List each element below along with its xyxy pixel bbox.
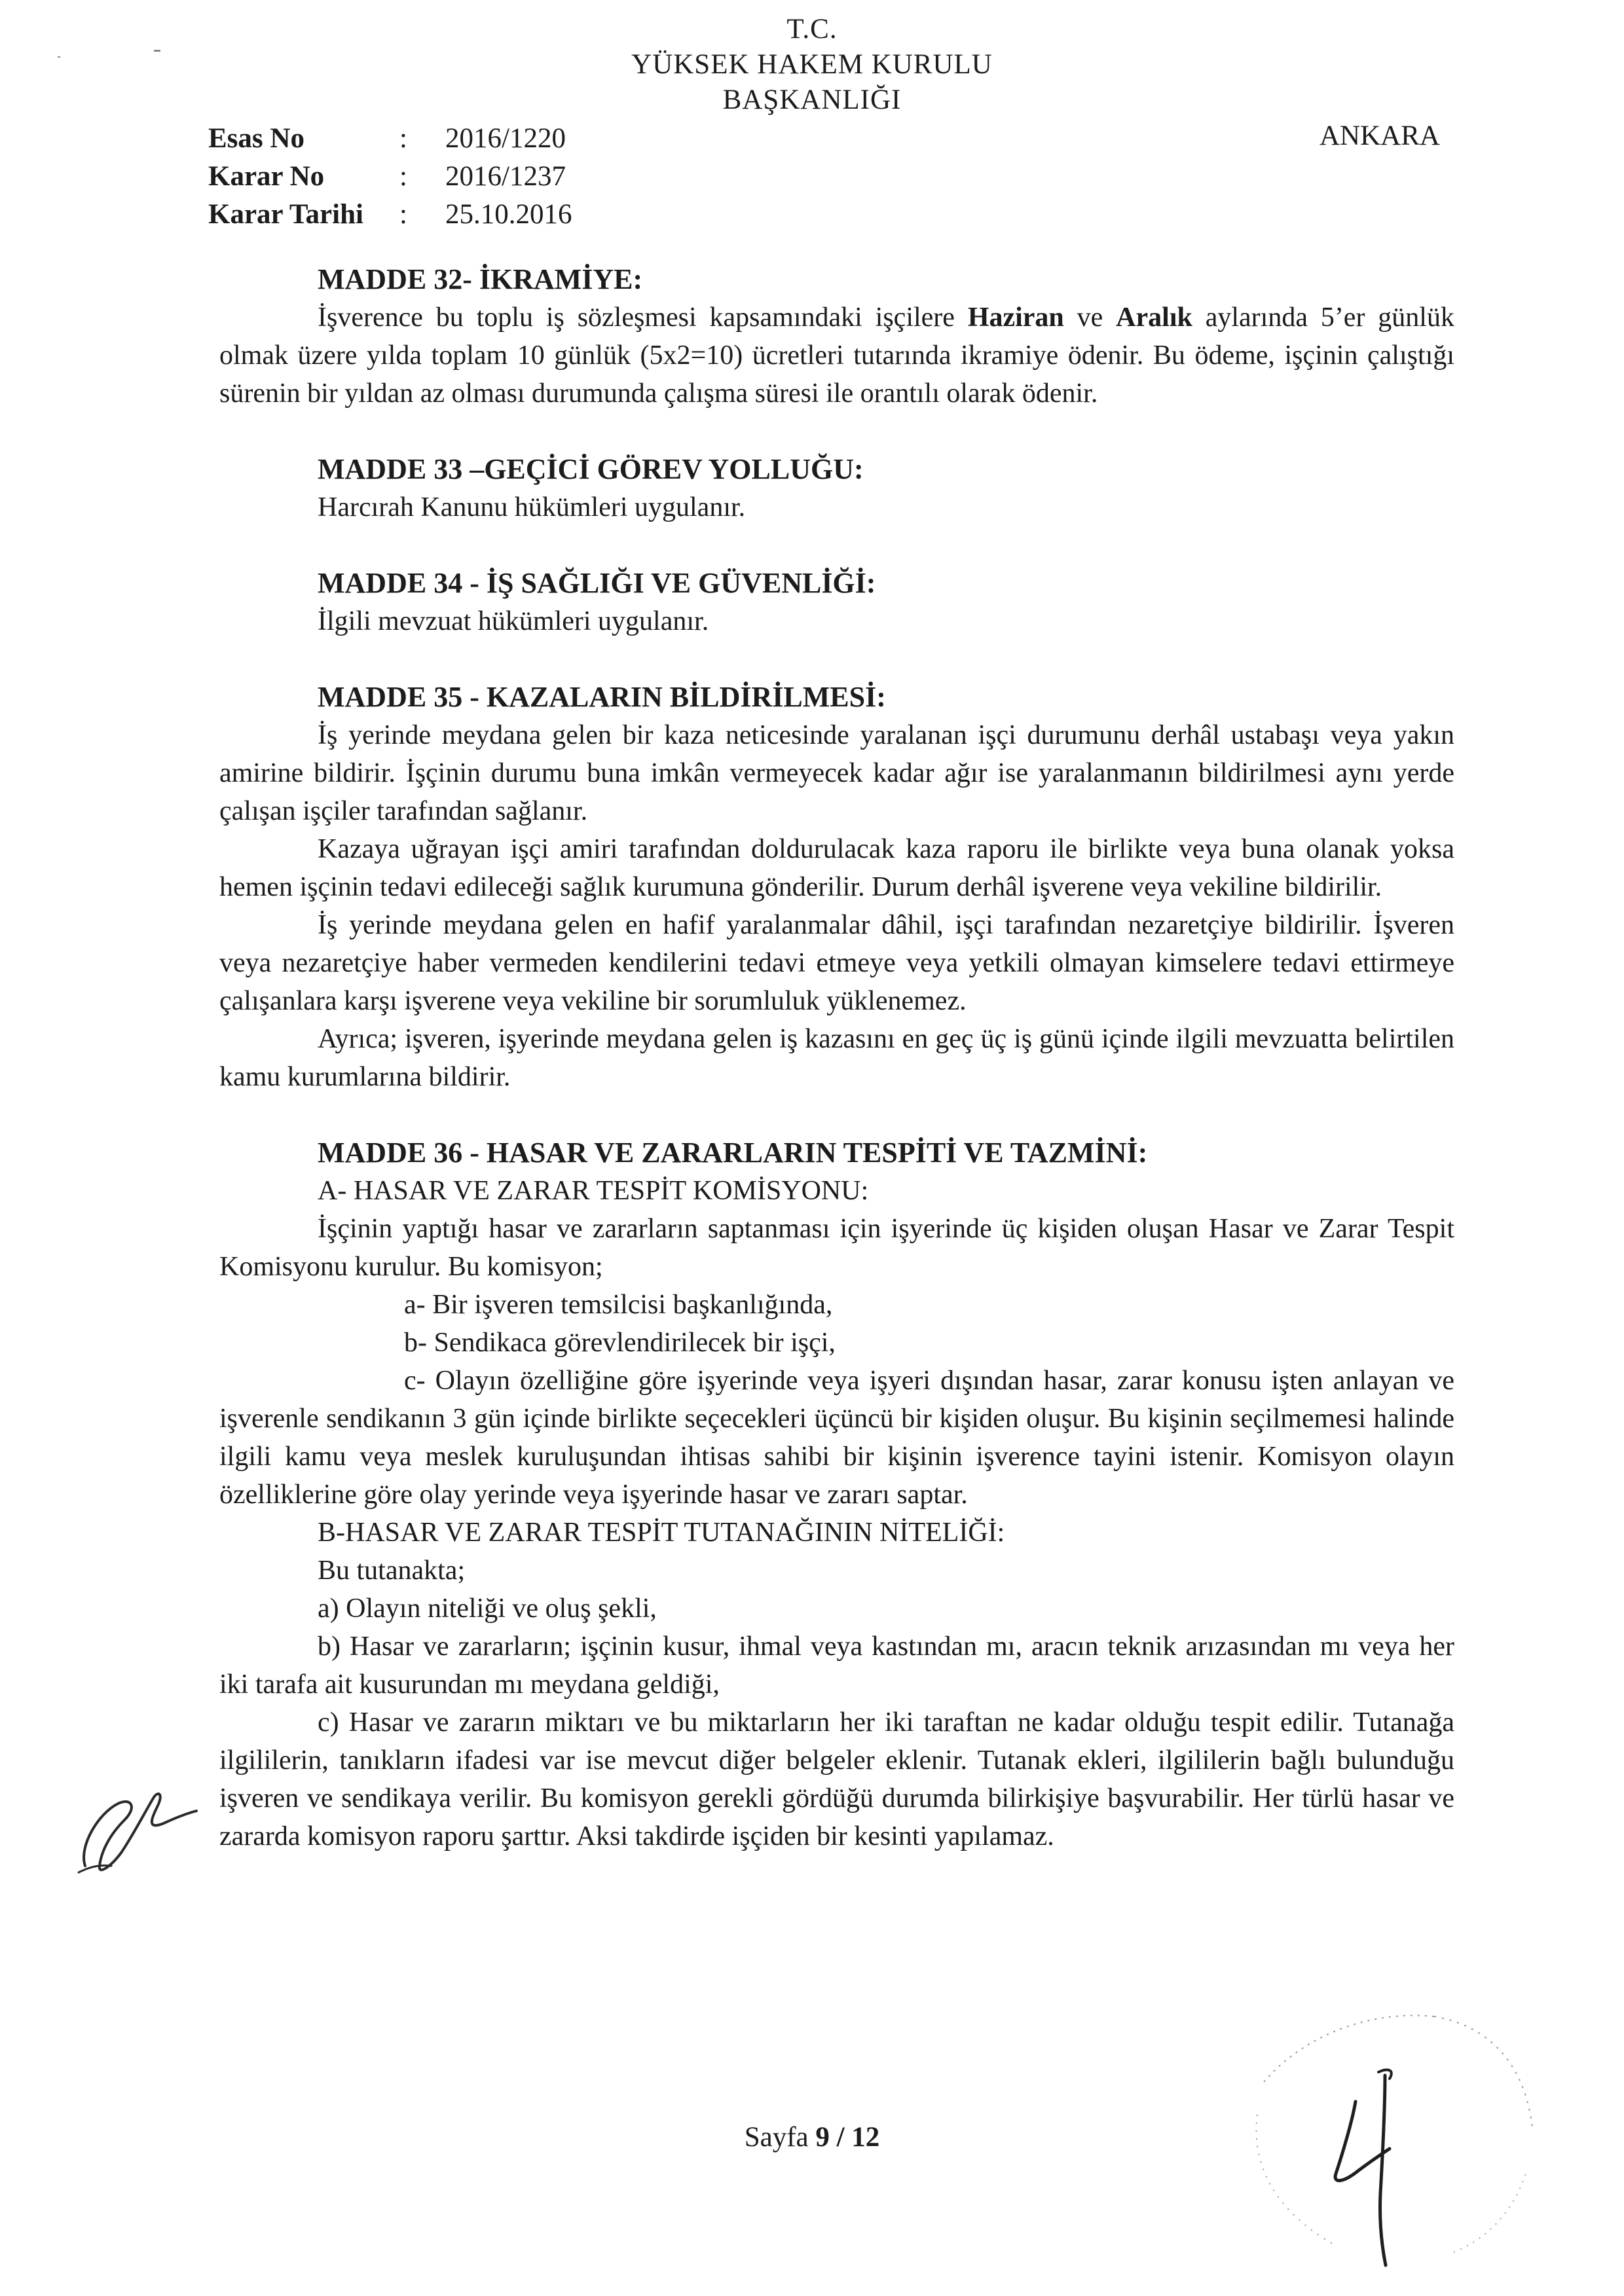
madde35-paragraph-4: Ayrıca; işveren, işyerinde meydana gelen iş kazasını en geç üç iş günü içinde ilgili mevzuatta belirtilen kamu kurumlarına bildirir.	[219, 1024, 1454, 1092]
esas-row	[208, 120, 572, 158]
madde33-text: Harcırah Kanunu hükümleri uygulanır.	[318, 492, 746, 522]
madde36-paragraph-a: İşçinin yaptığı hasar ve zararların saptanması için işyerinde üç kişiden oluşan Hasar ve Zarar Tespit Komisyonu kurulur. Bu komisyon;	[219, 1214, 1454, 1282]
madde35-paragraph-3: İş yerinde meydana gelen en hafif yaralanmalar dâhil, işçi tarafından nezaretçiye bildirilir. İşveren veya nezaretçiye haber vermeden kendilerini tedavi etmeye veya yetkili olmayan kimselere tedavi ettirmeye çalışanlara karşı işverene veya vekiline bir sorumluluk yüklenemez.	[219, 910, 1454, 1016]
page-count: 9 / 12	[815, 2122, 880, 2153]
madde32-paragraph	[219, 299, 1454, 412]
scan-speck	[154, 50, 160, 52]
scan-speck	[58, 56, 60, 58]
header-department: BAŞKANLIĞI	[722, 84, 902, 115]
madde36-subheading-a: A- HASAR VE ZARAR TESPİT KOMİSYONU:	[318, 1176, 869, 1206]
madde36-b-item-b: b) Hasar ve zararların; işçinin kusur, ihmal veya kastından mı, aracın teknik arızasından mı veya her iki tarafa ait kusurundan mı meydana geldiği,	[219, 1631, 1454, 1700]
madde36-b-item-a: a) Olayın niteliği ve oluş şekli,	[318, 1594, 657, 1624]
madde36-subheading-b: B-HASAR VE ZARAR TESPİT TUTANAĞININ NİTELİĞİ:	[318, 1518, 1005, 1548]
document-body	[219, 261, 1454, 1855]
madde36-item-a: a- Bir işveren temsilcisi başkanlığında,	[404, 1290, 833, 1320]
madde36-b-item-c: c) Hasar ve zararın miktarı ve bu miktarların her iki taraftan ne kadar olduğu tespit edilir. Tutanağa ilgililerin, tanıkların ifadesi var ise mevcut diğer belgeler eklenir. Tutanak ekleri, ilgililerin bağlı bulunduğu işveren ve sendikaya verilir. Bu komisyon gerekli gördüğü durumda bilirkişiye başvurabilir. Her türlü hasar ve zararda komisyon raporu şarttır. Aksi takdirde işçiden bir kesinti yapılamaz.	[219, 1707, 1454, 1851]
madde34-text: İlgili mevzuat hükümleri uygulanır.	[318, 606, 709, 636]
madde32-text-2: ve	[1063, 302, 1116, 333]
tarih-value: 25.10.2016	[445, 199, 572, 230]
karar-row	[208, 158, 572, 196]
madde36-intro: Bu tutanakta;	[318, 1556, 466, 1586]
colon: :	[399, 161, 407, 192]
madde36-item-c: c- Olayın özelliğine göre işyerinde veya işyeri dışından hasar, zarar konusu işten anlayan ve işverenle sendikanın 3 gün içinde birlikte seçecekleri üçüncü bir kişiden oluşur. Bu kişinin seçilmemesi halinde ilgili kamu veya meslek kuruluşundan ihtisas sahibi bir kişinin işverence tayini istenir. Komisyon olayın özelliklerine göre olay yerinde veya işyerinde hasar ve zararı saptar.	[219, 1366, 1454, 1510]
colon: :	[399, 123, 407, 154]
madde32-bold-aralik: Aralık	[1116, 302, 1192, 333]
case-metadata	[208, 120, 572, 234]
karar-value: 2016/1237	[445, 161, 566, 192]
madde32-title: MADDE 32- İKRAMİYE:	[318, 263, 643, 295]
initial-signature-right	[1238, 1997, 1552, 2285]
header-tc: T.C.	[786, 14, 838, 45]
madde35-paragraph-2: Kazaya uğrayan işçi amiri tarafından doldurulacak kaza raporu ile birlikte veya buna olanak yoksa hemen işçinin tedavi edileceği sağlık kurumuna gönderilir. Durum derhâl işverene veya vekiline bildirilir.	[219, 834, 1454, 902]
madde33-title: MADDE 33 –GEÇİCİ GÖREV YOLLUĞU:	[318, 453, 864, 485]
karar-label: Karar No	[208, 161, 325, 192]
tarih-label: Karar Tarihi	[208, 199, 363, 230]
madde34-title: MADDE 34 - İŞ SAĞLIĞI VE GÜVENLİĞİ:	[318, 567, 876, 599]
esas-value: 2016/1220	[445, 123, 566, 154]
madde36-item-b: b- Sendikaca görevlendirilecek bir işçi,	[404, 1328, 836, 1358]
madde36-title: MADDE 36 - HASAR VE ZARARLARIN TESPİTİ VE TAZMİNİ:	[318, 1137, 1148, 1169]
initial-signature-left	[39, 1768, 210, 1886]
esas-label: Esas No	[208, 123, 304, 154]
page-prefix: Sayfa	[744, 2122, 816, 2153]
madde32-text-1: İşverence bu toplu iş sözleşmesi kapsamındaki işçilere	[318, 302, 968, 333]
madde35-title: MADDE 35 - KAZALARIN BİLDİRİLMESİ:	[318, 681, 886, 713]
madde35-paragraph-1: İş yerinde meydana gelen bir kaza neticesinde yaralanan işçi durumunu derhâl ustabaşı veya yakın amirine bildirir. İşçinin durumu buna imkân vermeyecek kadar ağır ise yaralanmanın bildirilmesi aynı yerde çalışan işçiler tarafından sağlanır.	[219, 720, 1454, 826]
header-institution: YÜKSEK HAKEM KURULU	[631, 49, 993, 80]
colon: :	[399, 199, 407, 230]
city: ANKARA	[1320, 120, 1440, 151]
tarih-row	[208, 196, 572, 234]
madde32-text-3: aylarında 5’er günlük olmak üzere yılda toplam 10 günlük (5x2=10) ücretleri tutarında ikramiye ödenir. Bu ödeme, işçinin çalıştığı sürenin bir yıldan az olması durumunda çalışma süresi ile orantılı olarak ödenir.	[219, 302, 1454, 409]
madde32-bold-haziran: Haziran	[967, 302, 1064, 333]
